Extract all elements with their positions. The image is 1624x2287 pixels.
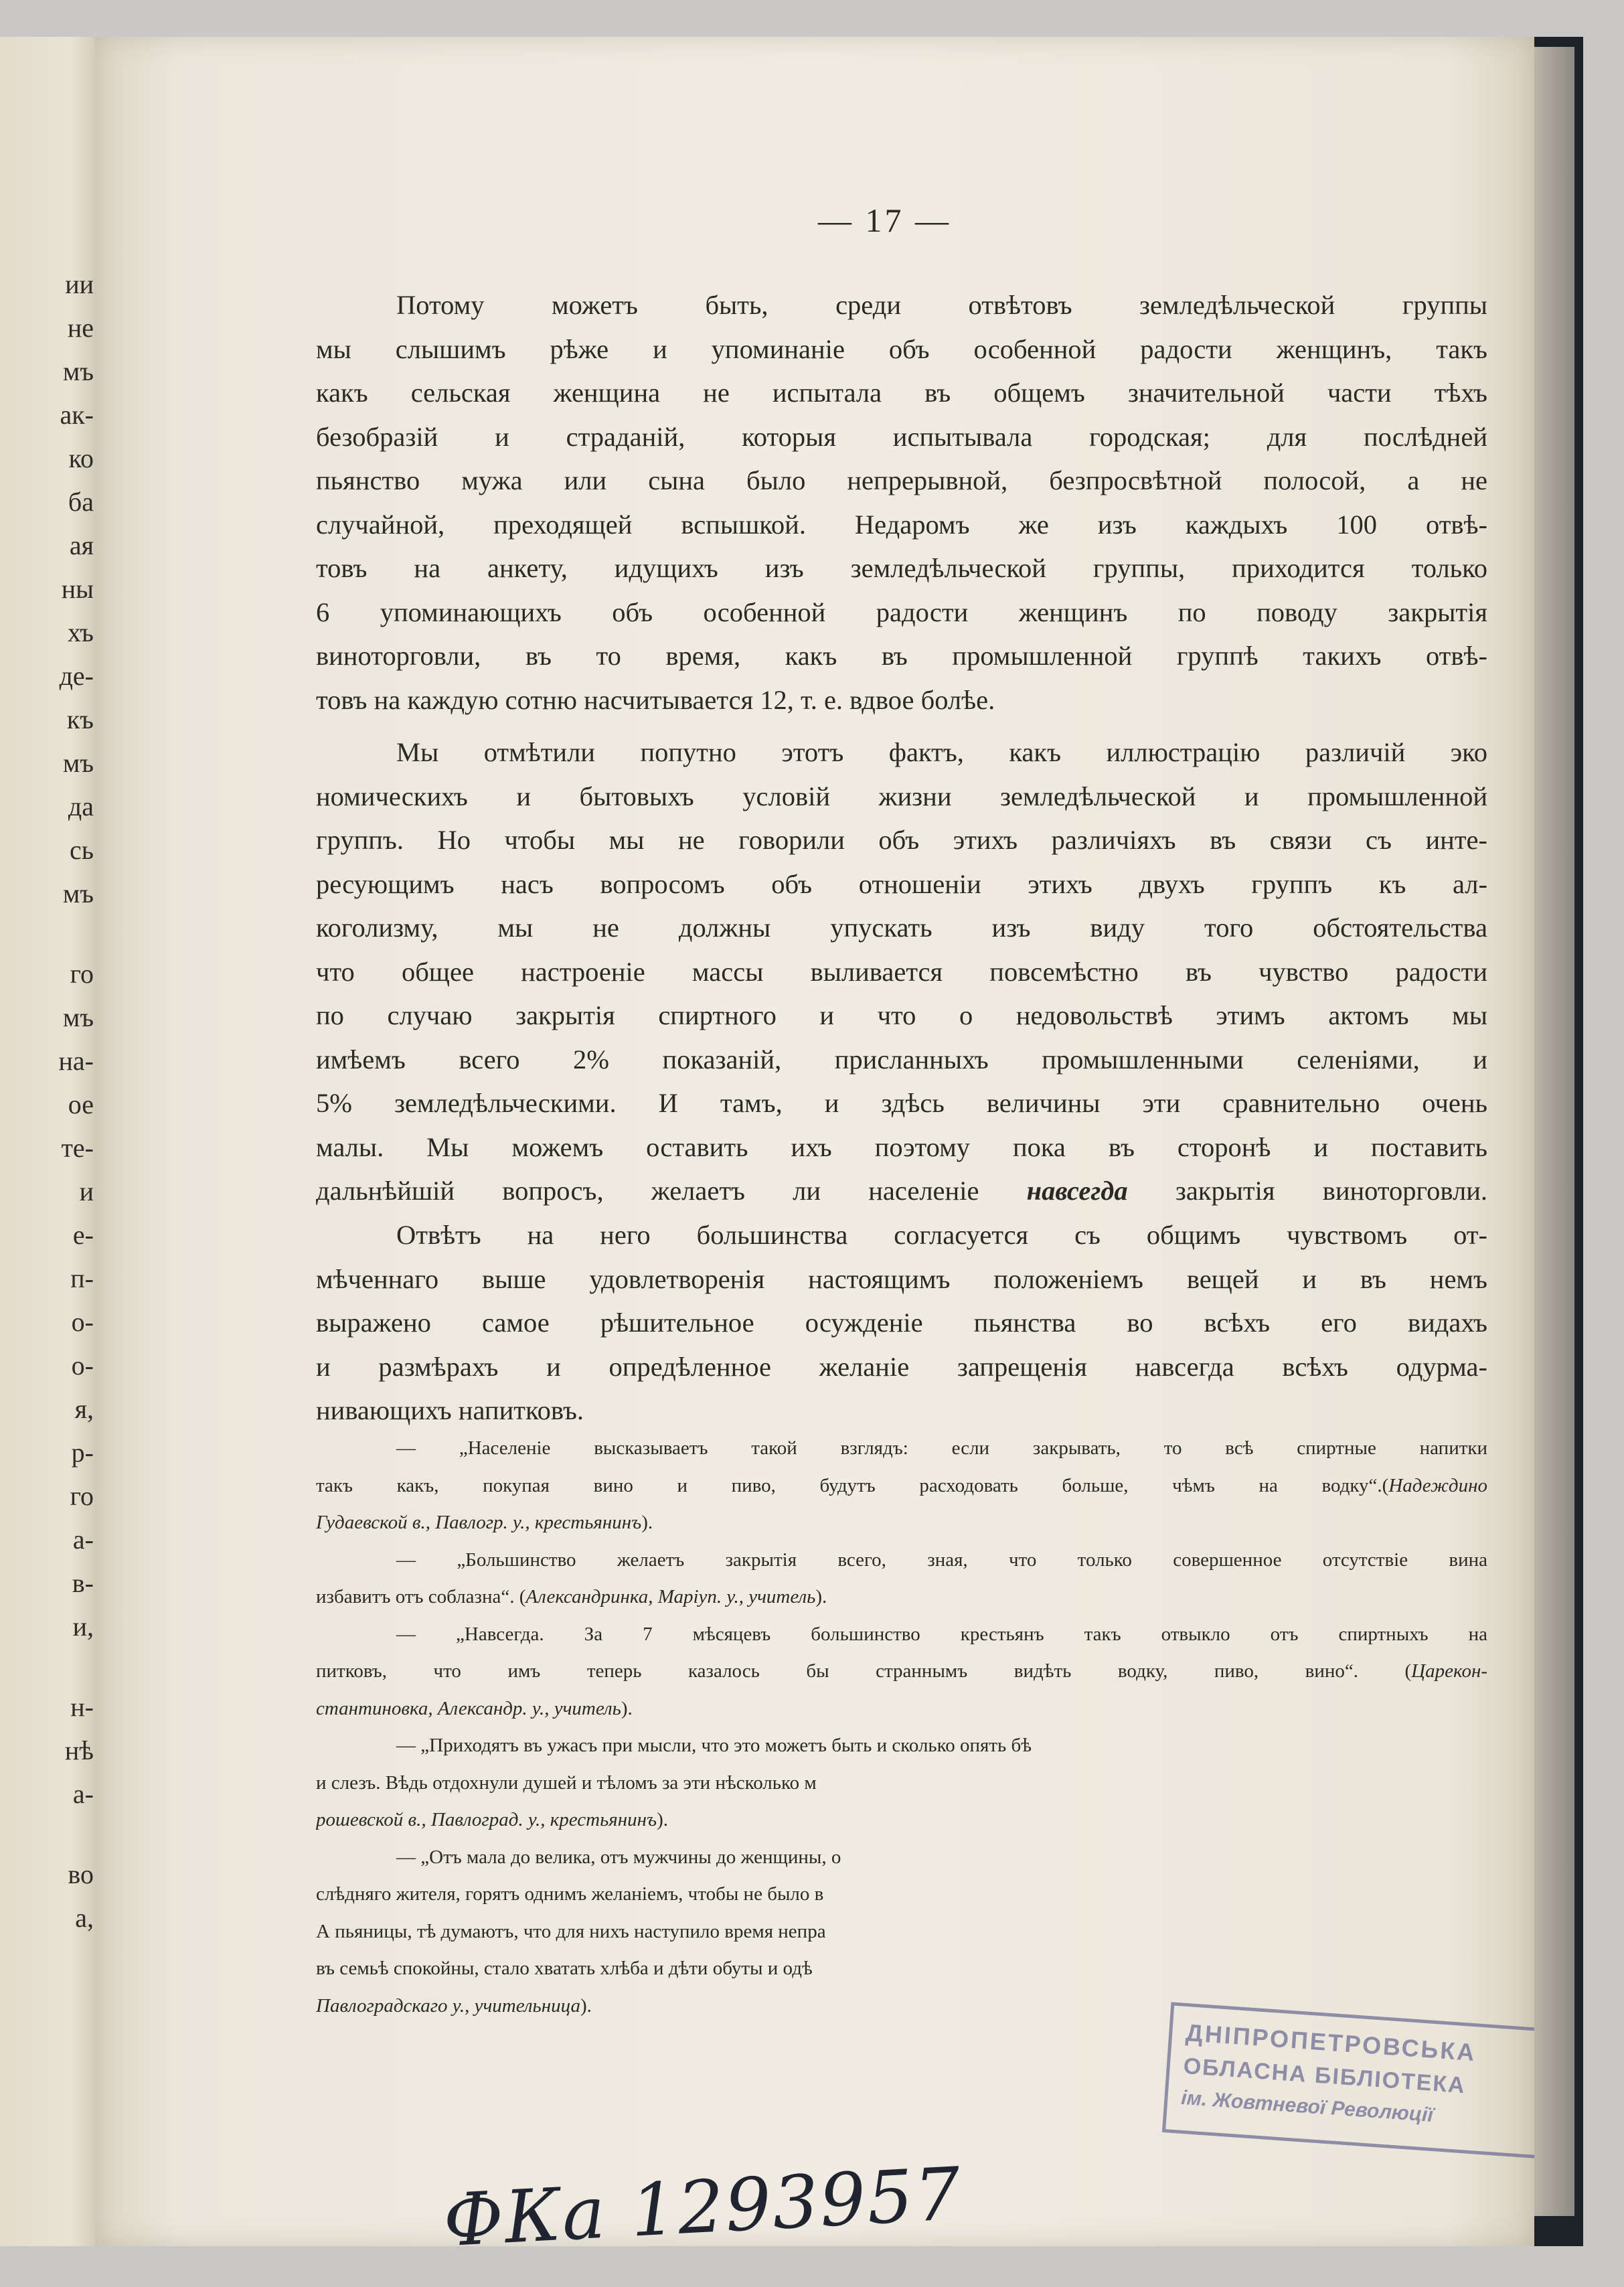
quote-line: въ семьѣ спокойны, стало хватать хлѣба и дѣти обуты и одѣ (316, 1958, 813, 1979)
left-page-fragment: а, (75, 1903, 94, 1933)
quote-line: питковъ, что имъ теперь казалось бы страннымъ видѣть водку, пиво, вино“. (Царекон- (316, 1660, 1487, 1682)
quote-line: избавитъ отъ соблазна“. (Александринка, Маріуп. у., учитель). (316, 1586, 827, 1607)
text-line: мы слышимъ рѣже и упоминаніе объ особенной радости женщинъ, такъ (316, 333, 1487, 364)
quote (316, 1616, 1487, 1728)
left-page-fragment: на- (58, 1046, 94, 1076)
left-page-fragment: не (67, 313, 94, 343)
left-page-fragment: го (70, 1481, 94, 1511)
paragraph-2 (316, 730, 1487, 1213)
text-line: номическихъ и бытовыхъ условій жизни земледѣльческой и промышленной (316, 781, 1487, 811)
left-page-fragment: да (68, 791, 94, 821)
left-page-fragment: мъ (63, 748, 94, 778)
left-page-fragment: нѣ (64, 1735, 94, 1765)
text-line: виноторговли, въ то время, какъ въ промышленной группѣ такихъ отвѣ- (316, 641, 1487, 671)
left-page-fragment: хъ (67, 617, 94, 647)
text-line: дальнѣйшій вопросъ, желаетъ ли населеніе навсегда закрытія виноторговли. (316, 1176, 1488, 1206)
quote-line: А пьяницы, тѣ думаютъ, что для нихъ наступило время непра (316, 1920, 826, 1942)
page-number: — 17 — (818, 202, 951, 239)
paragraph-3 (316, 1213, 1487, 1433)
handwritten-inventory-number: ФКа 1293957 (441, 2152, 964, 2264)
text-line: и размѣрахъ и опредѣленное желаніе запрещенія навсегда всѣхъ одурма- (316, 1351, 1487, 1382)
italic-source: Царекон- (1411, 1660, 1487, 1682)
left-page-fragment: мъ (63, 1002, 94, 1032)
left-page-fragment: а- (72, 1779, 94, 1809)
text-line: мѣченнаго выше удовлетворенія настоящимъ положеніемъ вещей и въ немъ (316, 1263, 1487, 1294)
library-stamp (1162, 2002, 1552, 2158)
italic-source: Павлоградскаго у., учительница (316, 1994, 580, 2017)
quote-line: Гудаевской в., Павлогр. у., крестьянинъ). (316, 1512, 653, 1533)
text-line: Потому можетъ быть, среди отвѣтовъ земледѣльческой группы (396, 290, 1487, 320)
left-page-fragment: и, (72, 1611, 94, 1642)
quote-line: Павлоградскаго у., учительница). (316, 1994, 592, 2017)
paragraph-1 (316, 283, 1487, 722)
quote-line: рошевской в., Павлоград. у., крестьянинъ). (316, 1809, 668, 1830)
text-line: выражено самое рѣшительное осужденіе пьянства во всѣхъ его видахъ (316, 1308, 1487, 1338)
left-page-fragment: сь (70, 835, 94, 865)
text-line: Отвѣтъ на него большинства согласуется съ общимъ чувствомъ от- (396, 1220, 1487, 1250)
left-page-fragment: во (68, 1859, 94, 1889)
quote-line: — „Отъ мала до велика, отъ мужчины до женщины, о (396, 1846, 841, 1868)
italic-source: Гудаевской в., Павлогр. у., крестьянинъ (316, 1512, 642, 1533)
left-page-fragment: ба (68, 487, 94, 517)
quote-line: — „Навсегда. За 7 мѣсяцевъ большинство крестьянъ такъ отвыкло отъ спиртныхъ на (396, 1623, 1487, 1645)
text-line: какъ сельская женщина не испытала въ общемъ значительной части тѣхъ (316, 378, 1487, 408)
left-page-fragment: ак- (60, 400, 94, 430)
left-page-fragment: те- (61, 1133, 94, 1163)
left-page-fragment: ии (65, 269, 94, 299)
text-line: по случаю закрытія спиртного и что о недовольствѣ этимъ актомъ мы (316, 1000, 1487, 1030)
text-line: безобразій и страданій, которыя испытывала городская; для послѣдней (316, 421, 1487, 452)
text-line: нивающихъ напитковъ. (316, 1395, 584, 1425)
quotes-block (316, 1430, 1487, 2025)
quote-line: такъ какъ, покупая вино и пиво, будутъ расходовать больше, чѣмъ на водку“.(Надеждино (316, 1474, 1487, 1496)
left-page-fragment: а- (72, 1524, 94, 1555)
text-line: 5% земледѣльческими. И тамъ, и здѣсь величины эти сравнительно очень (316, 1088, 1487, 1118)
left-page-fragment: го (70, 959, 94, 989)
left-page-fragment: о- (71, 1307, 94, 1337)
left-page-fragment: о- (71, 1350, 94, 1381)
text-line: пьянство мужа или сына было непрерывной, безпросвѣтной полосой, а не (316, 465, 1487, 495)
quote-line: слѣдняго жителя, горятъ однимъ желаніемъ, чтобы не было в (316, 1883, 824, 1905)
text-line: малы. Мы можемъ оставить ихъ поэтому пока въ сторонѣ и поставить (316, 1131, 1487, 1162)
left-page-fragment: ко (68, 443, 94, 473)
left-page-fragment: къ (66, 704, 94, 734)
emphasis: навсегда (1026, 1176, 1128, 1206)
left-page-fragment: п- (70, 1263, 94, 1293)
stamp-line-1: ДНІПРОПЕТРОВСЬКА (1184, 2019, 1477, 2067)
italic-source: рошевской в., Павлоград. у., крестьянинъ (316, 1809, 657, 1830)
quote-line: стантиновка, Александр. у., учитель). (316, 1697, 633, 1719)
page-edge (1534, 47, 1574, 2216)
left-page-fragment: и (79, 1176, 94, 1206)
left-page-fragment: де- (59, 661, 94, 691)
text-line: случайной, преходящей вспышкой. Недаромъ же изъ каждыхъ 100 отвѣ- (316, 509, 1487, 540)
quote (316, 1839, 1487, 2025)
left-page-fragment: ны (61, 574, 94, 604)
left-page-fragment: р- (71, 1437, 94, 1468)
text-line: товъ на каждую сотню насчитывается 12, т. е. вдвое болѣе. (316, 684, 995, 715)
stamp-line-2: ОБЛАСНА БІБЛІОТЕКА (1182, 2053, 1467, 2099)
text-line: товъ на анкету, идущихъ изъ земледѣльческой группы, приходится только (316, 553, 1487, 583)
text-line: 6 упоминающихъ объ особенной радости женщинъ по поводу закрытія (316, 597, 1487, 627)
page (95, 37, 1534, 2264)
left-page-fragment: н- (70, 1692, 94, 1722)
left-page-fragment: ая (69, 530, 94, 560)
text-line: Мы отмѣтили попутно этотъ фактъ, какъ иллюстрацію различій эко (396, 737, 1487, 767)
left-page-fragment: е- (72, 1220, 94, 1250)
left-page-fragment: мъ (63, 356, 94, 386)
quote-line: — „Приходятъ въ ужасъ при мысли, что это можетъ быть и сколько опять бѣ (396, 1735, 1032, 1756)
text-line: коголизму, мы не должны упускать изъ виду того обстоятельства (316, 913, 1487, 943)
italic-source: Надеждино (1388, 1474, 1487, 1496)
quote-line: и слезъ. Вѣдь отдохнули душей и тѣломъ за эти нѣсколько м (316, 1771, 817, 1794)
text-line: группъ. Но чтобы мы не говорили объ этихъ различіяхъ въ связи съ инте- (316, 825, 1487, 855)
quote (316, 1542, 1487, 1616)
quote-line: — „Населеніе высказываетъ такой взглядъ: если закрывать, то всѣ спиртные напитки (396, 1437, 1487, 1459)
left-page-fragment: в- (72, 1568, 94, 1598)
quote-line: — „Большинство желаетъ закрытія всего, зная, что только совершенное отсутствіе вина (396, 1549, 1487, 1571)
italic-source: Александринка, Маріуп. у., учитель (525, 1586, 816, 1607)
text-line: что общее настроеніе массы выливается повсемѣстно въ чувство радости (316, 956, 1487, 987)
left-page-margin (0, 37, 100, 2246)
text-line: ресующимъ насъ вопросомъ объ отношеніи этихъ двухъ группъ къ ал- (316, 868, 1487, 899)
italic-source: стантиновка, Александр. у., учитель (316, 1697, 621, 1719)
text-line: имѣемъ всего 2% показаній, присланныхъ промышленными селеніями, и (316, 1044, 1487, 1075)
quote (316, 1430, 1487, 1542)
stamp-line-3: ім. Жовтневої Революції (1180, 2086, 1434, 2127)
left-page-fragment: ое (68, 1089, 94, 1119)
left-page-fragment: мъ (63, 878, 94, 909)
left-page-fragment: я, (74, 1394, 94, 1424)
quote (316, 1727, 1487, 1839)
